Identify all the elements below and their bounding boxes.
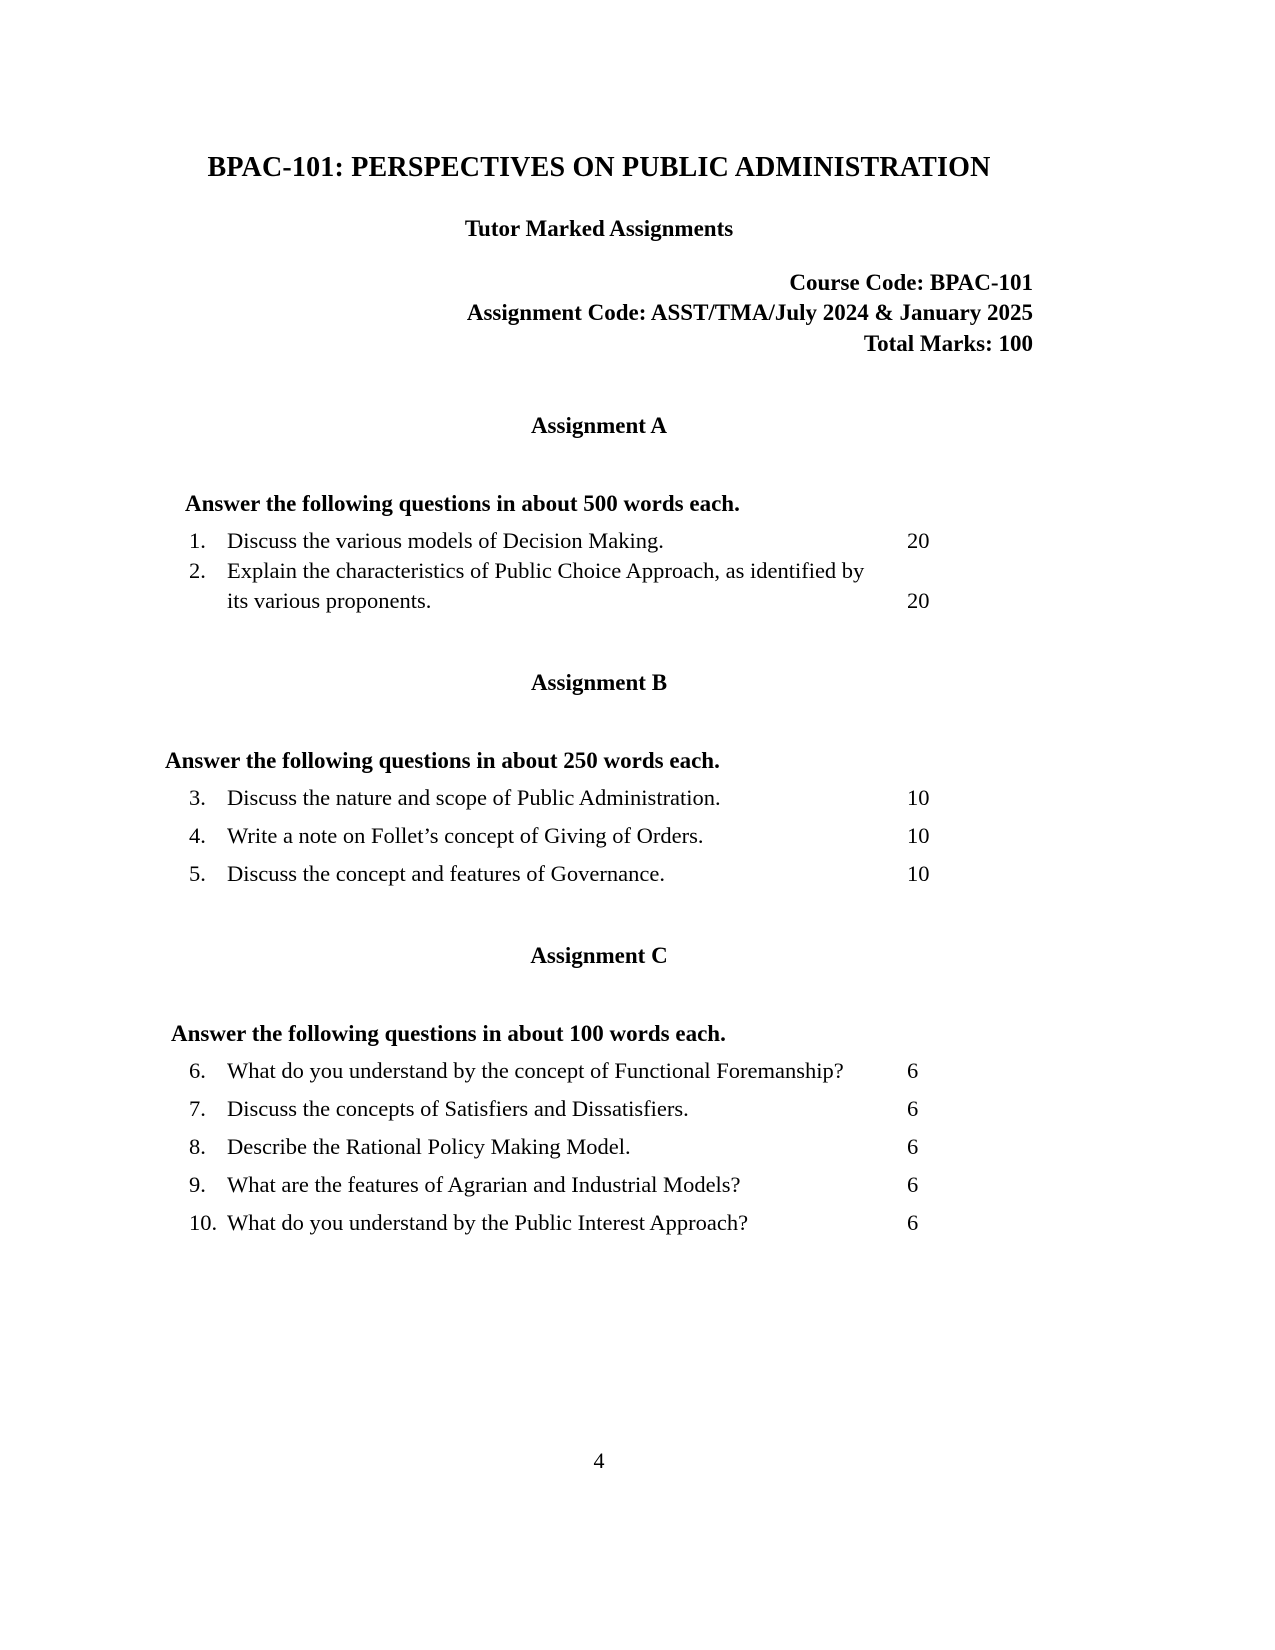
section-instruction: Answer the following questions in about 100 words each. <box>171 1021 726 1047</box>
question-text: Discuss the concept and features of Governance. <box>227 861 665 887</box>
section-heading: Assignment B <box>530 670 668 696</box>
question-marks: 10 <box>907 861 930 887</box>
document-title: BPAC-101: PERSPECTIVES ON PUBLIC ADMINISTRATION <box>207 152 991 183</box>
question-number: 1. <box>189 528 206 554</box>
question-row <box>189 859 947 889</box>
section-assignment-c <box>165 943 1033 1238</box>
question-text: Discuss the various models of Decision Making. <box>227 528 664 554</box>
assignment-document <box>165 0 1033 1246</box>
question-number: 8. <box>189 1134 206 1160</box>
section-heading: Assignment A <box>530 413 668 439</box>
question-number: 4. <box>189 823 206 849</box>
question-text: Describe the Rational Policy Making Model. <box>227 1134 631 1160</box>
question-number: 3. <box>189 785 206 811</box>
question-text: Explain the characteristics of Public Choice Approach, as identified by its various proponents. <box>227 558 865 614</box>
section-assignment-b <box>165 670 1033 889</box>
question-text: What do you understand by the Public Interest Approach? <box>227 1210 749 1236</box>
question-number: 7. <box>189 1096 206 1122</box>
question-row <box>189 783 947 813</box>
question-marks: 6 <box>907 1210 919 1236</box>
question-row <box>189 1094 947 1124</box>
course-code: Course Code: BPAC-101 <box>789 270 1033 295</box>
question-marks: 10 <box>907 823 930 849</box>
question-marks: 20 <box>907 588 930 614</box>
question-text: Discuss the nature and scope of Public Administration. <box>227 785 721 811</box>
section-assignment-a <box>165 413 1033 616</box>
question-marks: 6 <box>907 1134 919 1160</box>
question-marks: 10 <box>907 785 930 811</box>
question-row <box>189 821 947 851</box>
question-marks: 6 <box>907 1058 919 1084</box>
question-text: Write a note on Follet’s concept of Giving of Orders. <box>227 823 704 849</box>
question-row <box>189 1208 947 1238</box>
total-marks: Total Marks: 100 <box>863 330 1033 356</box>
question-row <box>189 556 947 616</box>
question-marks: 20 <box>907 528 930 554</box>
question-text: Discuss the concepts of Satisfiers and Dissatisfiers. <box>227 1096 689 1122</box>
question-text: What are the features of Agrarian and Industrial Models? <box>227 1172 741 1198</box>
question-number: 6. <box>189 1058 206 1084</box>
section-instruction: Answer the following questions in about 250 words each. <box>165 748 720 774</box>
question-row <box>189 1170 947 1200</box>
question-number: 10. <box>189 1210 218 1236</box>
question-list <box>165 526 1033 616</box>
question-number: 9. <box>189 1172 206 1198</box>
page-number: 4 <box>593 1448 605 1473</box>
question-number: 5. <box>189 861 206 887</box>
question-list <box>165 1056 1033 1238</box>
section-heading: Assignment C <box>530 943 668 969</box>
question-row <box>189 1132 947 1162</box>
question-number: 2. <box>189 558 206 584</box>
document-subtitle: Tutor Marked Assignments <box>464 216 734 241</box>
assignment-code: Assignment Code: ASST/TMA/July 2024 & January 2025 <box>466 300 1033 326</box>
section-instruction: Answer the following questions in about 500 words each. <box>185 491 740 517</box>
question-row <box>189 526 947 556</box>
question-row <box>189 1056 947 1086</box>
question-text: What do you understand by the concept of Functional Foremanship? <box>227 1058 844 1084</box>
question-marks: 6 <box>907 1172 919 1198</box>
meta-block <box>165 268 1033 359</box>
question-list <box>165 783 1033 889</box>
question-marks: 6 <box>907 1096 919 1122</box>
